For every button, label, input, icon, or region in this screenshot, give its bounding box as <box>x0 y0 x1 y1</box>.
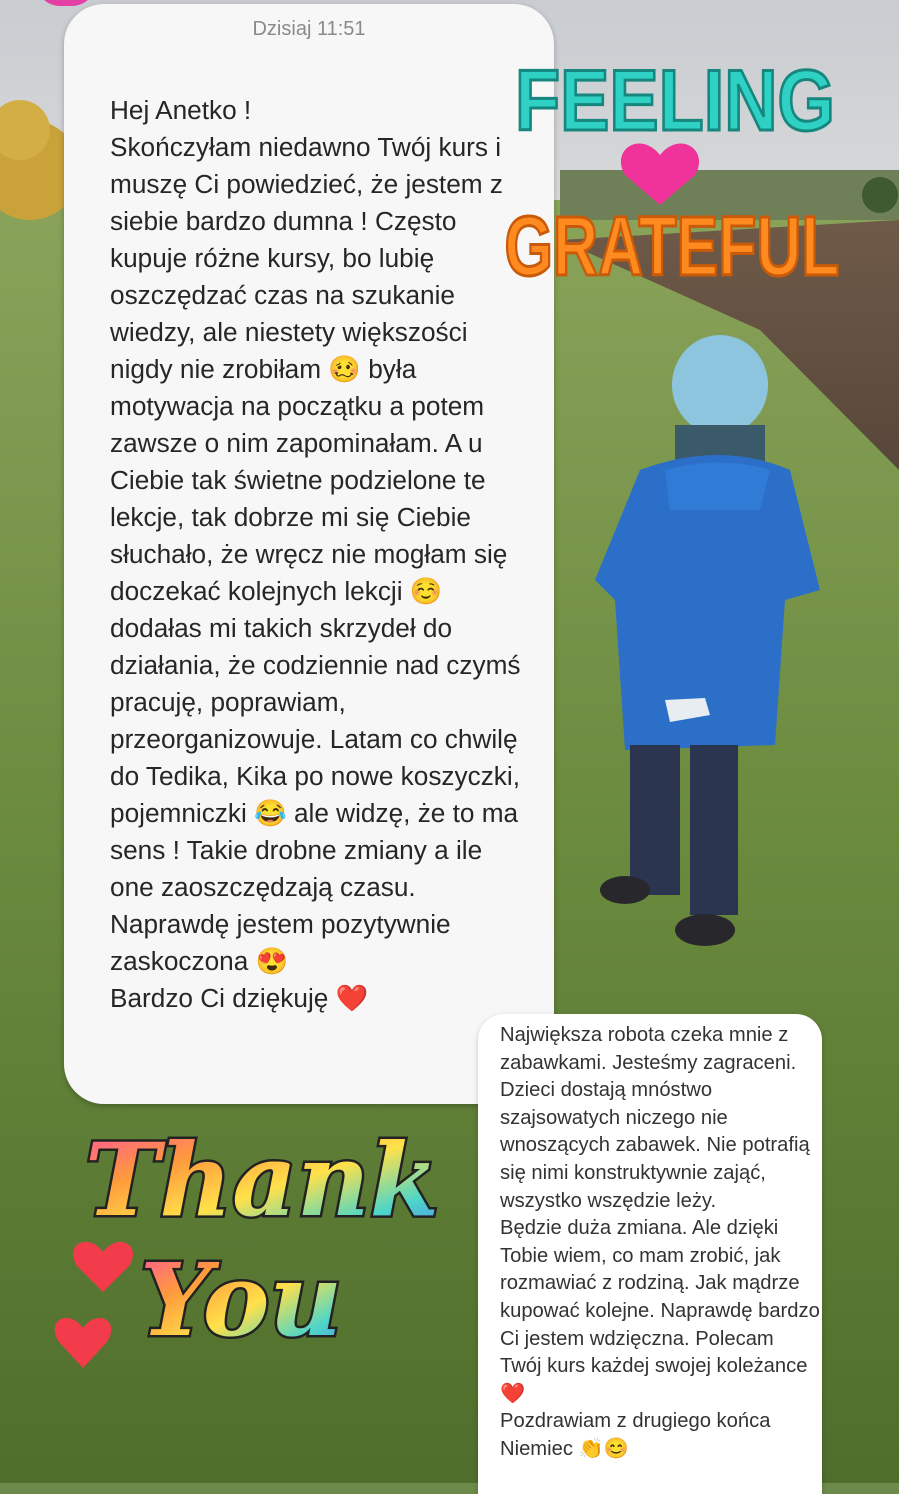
message-text-1: Hej Anetko ! Skończyłam niedawno Twój kurs i muszę Ci powiedzieć, że jestem z siebie bardzo dumna ! Często kupuje różne kursy, bo lubię oszczędzać czas na szukanie wiedzy, ale niestety większości nigdy nie zrobiłam 🥴 była motywacja na początku a potem zawsze o nim zapominałam. A u Ciebie tak świetne podzielone te lekcje, tak dobrze mi się Ciebie słuchało, że wręcz nie mogłam się doczekać kolejnych lekcji ☺️ dodałas mi takich skrzydeł do działania, że codziennie nad czymś pracuję, poprawiam, przeorganizowuje. Latam co chwilę do Tedika, Kika po nowe koszyczki, pojemniczki 😂 ale widzę, że to ma sens ! Takie drobne zmiany a ile one zaoszczędzają czasu. Naprawdę jestem pozytywnie zaskoczona 😍 Bardzo Ci dziękuję ❤️ <box>110 95 521 1013</box>
you-text: You <box>140 1241 343 1359</box>
message-card-1 <box>64 4 554 1104</box>
thank-text: Thank <box>85 1121 439 1239</box>
feeling-text: FEELING <box>515 53 835 149</box>
message-text-2: Największa robota czeka mnie z zabawkami. Jesteśmy zagraceni. Dzieci dostają mnóstwo szajsowatych niczego nie wnoszących zabawek. Nie potrafią się nimi konstruktywnie zająć, wszystko wszędzie leży. Będzie duża zmiana. Ale dzięki Tobie wiem, co mam zrobić, jak rozmawiać z rodziną. Jak mądrze kupować kolejne. Naprawdę bardzo Ci jestem wdzięczna. Polecam Twój kurs każdej swojej koleżance ❤️ Pozdrawiam z drugiego końca Niemiec 👏😊 <box>500 1024 820 1460</box>
heart-icon <box>55 1318 111 1368</box>
heart-icon <box>73 1242 133 1292</box>
grateful-text: GRATEFUL <box>504 199 840 293</box>
feeling-grateful-sticker[interactable] <box>500 30 850 295</box>
heart-icon <box>621 144 699 205</box>
message-card-2 <box>478 1014 822 1494</box>
thank-you-sticker[interactable] <box>55 1120 439 1380</box>
message-timestamp: Dzisiaj 11:51 <box>252 18 366 40</box>
